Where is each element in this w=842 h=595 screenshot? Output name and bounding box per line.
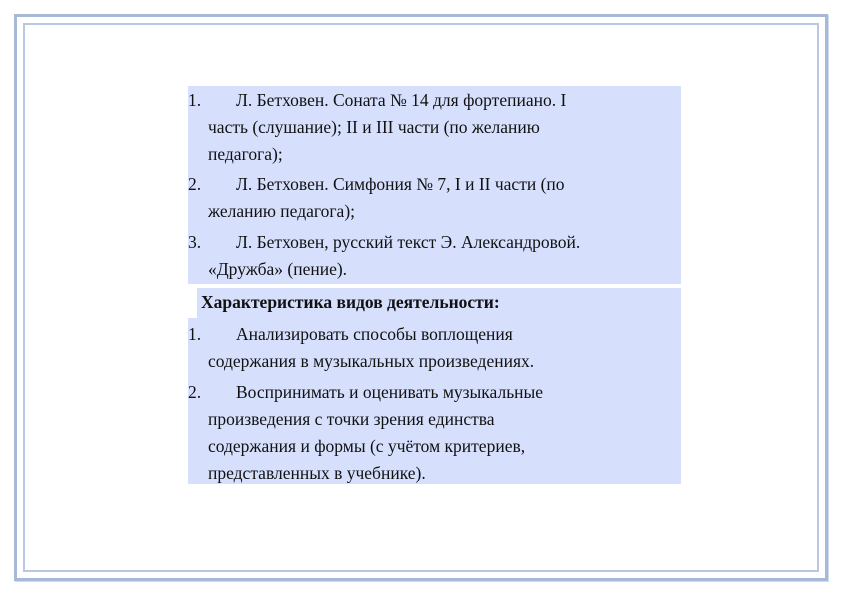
list-number: 2.	[188, 382, 202, 402]
activities-heading: Характеристика видов деятельности:	[201, 292, 500, 312]
list-item-line: Анализировать способы воплощения	[236, 324, 513, 344]
list-item-line: произведения с точки зрения единства	[208, 409, 495, 429]
list-item-line: Л. Бетховен. Соната № 14 для фортепиано. I	[236, 90, 567, 110]
list-item-line: Л. Бетховен, русский текст Э. Александровой.	[236, 232, 581, 252]
list-number: 1.	[188, 324, 202, 344]
list-item-line: Л. Бетховен. Симфония № 7, I и II части (по	[236, 174, 565, 194]
list-number: 1.	[188, 90, 202, 110]
list-number: 2.	[188, 174, 202, 194]
list-item-line: «Дружба» (пение).	[208, 259, 348, 279]
list-item-line: Воспринимать и оценивать музыкальные	[236, 382, 544, 402]
list-item-line: часть (слушание); II и III части (по желанию	[208, 117, 540, 137]
list-item-line: содержания в музыкальных произведениях.	[208, 351, 535, 371]
list-item-line: желанию педагога);	[208, 201, 356, 221]
list-number: 3.	[188, 232, 202, 252]
list-item-line: содержания и формы (с учётом критериев,	[208, 436, 526, 456]
list-item-line: педагога);	[208, 144, 283, 164]
list-item-line: представленных в учебнике).	[208, 463, 426, 483]
